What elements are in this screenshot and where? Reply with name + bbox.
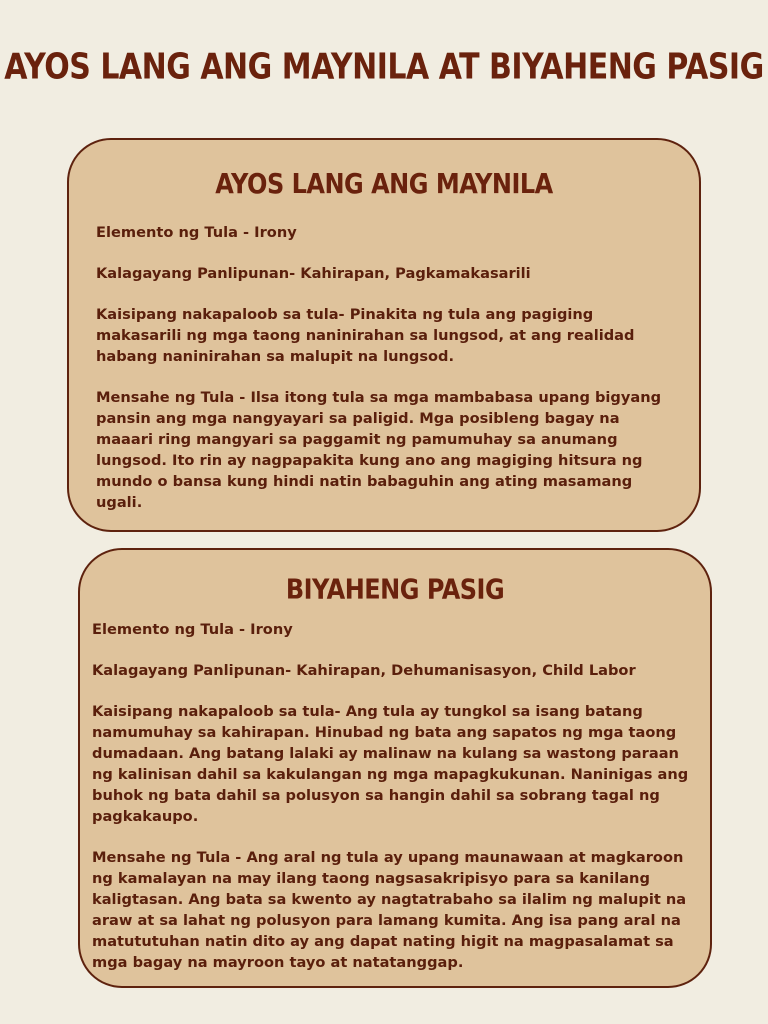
section-card-biyaheng-pasig — [78, 548, 712, 988]
section-card-ayos-lang-ang-maynila — [67, 138, 701, 532]
kalagayang-paragraph: Kalagayang Panlipunan- Kahirapan, Dehumanisasyon, Child Labor — [92, 662, 636, 679]
mensahe-paragraph: Mensahe ng Tula - Ilsa itong tula sa mga mambabasa upang bigyang pansin ang mga nangyayari sa paligid. Mga posibleng bagay na maaari ring mangyari sa paggamit ng pamumuhay sa anumang lungsod. Ito rin ay nagpapakita kung ano ang magiging hitsura ng mundo o bansa kung hindi natin babaguhin ang ating masamang ugali. — [96, 389, 662, 511]
section-body — [69, 202, 699, 513]
section-body — [80, 606, 710, 973]
mensahe-paragraph: Mensahe ng Tula - Ang aral ng tula ay upang maunawaan at magkaroon ng kamalayan na may ilang taong nagsasakripisyo para sa kanilang kaligtasan. Ang bata sa kwento ay nagtatrabaho sa ilalim ng malupit na araw at sa lahat ng polusyon para lamang kumita. Ang isa pang aral na matututuhan natin dito ay ang dapat nating higit na magpasalamat sa mga bagay na mayroon tayo at natatanggap. — [92, 849, 687, 971]
kaisipang-paragraph: Kaisipang nakapaloob sa tula- Ang tula ay tungkol sa isang batang namumuhay sa kahirapan. Hinubad ng bata ang sapatos ng mga taong dumadaan. Ang batang lalaki ay malinaw na kulang sa wastong paraan ng kalinisan dahil sa kakulangan ng mga mapagkukunan. Naninigas ang buhok ng bata dahil sa polusyon sa hangin dahil sa sobrang tagal ng pagkakaupo. — [92, 703, 689, 825]
kaisipang-paragraph: Kaisipang nakapaloob sa tula- Pinakita ng tula ang pagiging makasarili ng mga taong naninirahan sa lungsod, at ang realidad habang naninirahan sa malupit na lungsod. — [96, 306, 635, 365]
elemento-paragraph: Elemento ng Tula - Irony — [92, 621, 293, 638]
section-title: AYOS LANG ANG MAYNILA — [215, 167, 553, 200]
kalagayang-paragraph: Kalagayang Panlipunan- Kahirapan, Pagkamakasarili — [96, 265, 531, 282]
section-title: BIYAHENG PASIG — [285, 573, 505, 606]
elemento-paragraph: Elemento ng Tula - Irony — [96, 224, 297, 241]
page-title: AYOS LANG ANG MAYNILA AT BIYAHENG PASIG — [4, 46, 764, 89]
